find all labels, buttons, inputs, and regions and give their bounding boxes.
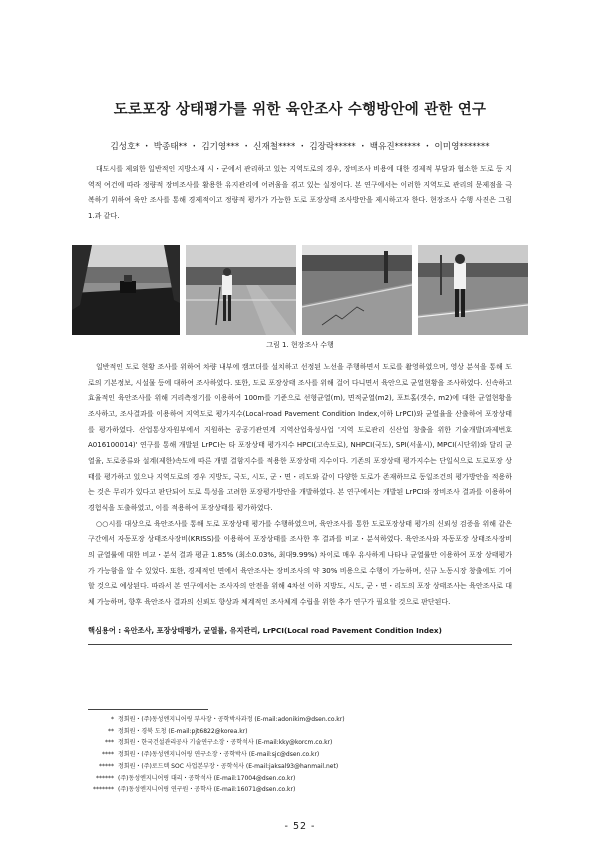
photo-pavement-cracks <box>302 245 412 335</box>
body-paragraph: ○○시를 대상으로 육안조사를 통해 도로 포장상태 평가를 수행하였으며, 육안조사를 통한 도로포장상태 평가의 신뢰성 검증을 위해 같은 구간에서 자동포장 상태조사장비(KRISS)를 이용하여 포장상태를 조사한 후 결과를 비교・분석하였다. 육안조사와 자동포장 상태조사장비의 균열률에 대한 비교・분석 결과 평균 1.85% (최소0.03%, 최대9.99%) 차이로 매우 유사하게 나타나 균열률만 이용하여 포장 상태평가가 가능함을 알 수 있었다. 또한, 경제적인 면에서 육안조사는 장비조사의 약 30% 비용으로 수행이 가능하며, 신규 노동시장 창출에도 기여할 것으로 예상된다. 따라서 본 연구에서는 조사자의 안전을 위해 4차선 이하 지방도, 시도, 군・면・리도의 포장 상태조사는 육안조사로 대체 가능하며, 향후 육안조사 결과의 신뢰도 향상과 체계적인 조사체계 수립을 위한 추가 연구가 필요할 것으로 판단된다. <box>88 519 512 606</box>
footnote-text: 정회원・(주)동성엔지니어링 부사장・공학박사과정 (E-mail:adonikim@dsen.co.kr) <box>118 716 345 723</box>
footnote-mark: ***** <box>99 762 114 770</box>
footnote-text: (주)동성엔지니어링 대리・공학석사 (E-mail:17004@dsen.co.kr) <box>118 774 296 782</box>
footnote-item <box>70 726 510 738</box>
photo-roadside-surveyor <box>418 245 528 335</box>
footnote-divider <box>88 709 208 710</box>
footnote-mark: *** <box>105 739 114 747</box>
keywords-divider <box>88 644 512 645</box>
body-paragraph: 일반적인 도로 현황 조사를 위하여 차량 내부에 캠코더를 설치하고 선정된 노선을 주행하면서 도로를 촬영하였으며, 영상 분석을 통해 도로의 기본정보, 시설물 등에 대하여 조사하였다. 또한, 도로 포장상태 조사를 위해 걸어 다니면서 육안으로 균열현황을 조사하였다. 신속하고 효율적인 육안조사를 위해 거리측정기를 이용하여 100m를 기준으로 선형균열(m), 면적균열(m2), 포트홀(갯수, m2)에 대한 균열현황을 조사하고, 조사결과를 이용하여 지역도로 평가지수(Local-road Pavement Condition Index,이하 LrPCI)와 균열율을 산출하여 포장상태를 평가하였다. 산업통상자원부에서 지원하는 공공기관연계 지역산업육성사업 '지역 도로관리 신산업 창출을 위한 기술개발(과제번호A016100014)' 연구를 통해 개발된 LrPCI는 타 포장상태 평가지수 HPCI(고속도로), NHPCI(국도), SPI(서울시), MPCI(시단위)와 달리 균열율, 도로종류와 설계(제한)속도에 따른 개별 결함지수를 적용한 포장상태 지수이다. 기존의 포장상태 평가지수는 단일식으로 도로포장 상태를 평가하고 있으나 지역도로의 경우 지방도, 국도, 시도, 군・면・리도와 같이 다양한 도로가 존재하므로 동일조건의 평가방안을 적용하는 것은 무리가 있다고 판단되어 도로 특성을 고려한 포장평가방안을 개발하였다. 본 연구에서는 개발된 LrPCI와 장비조사 결과를 이용하여 경험식을 도출하였고, 이를 적용하여 포장상태를 평가하였다. <box>88 363 512 512</box>
footnote-item <box>70 737 510 749</box>
page-number: - 52 - <box>284 821 316 832</box>
footnote-item <box>70 761 510 773</box>
footnote-item <box>70 749 510 761</box>
footnote-mark: ******* <box>93 786 114 794</box>
figure-caption: 그림 1. 현장조사 수행 <box>266 341 334 349</box>
footnote-text: 정회원・한국건설관리공사 기술연구소장・공학석사 (E-mail:kky@korcm.co.kr) <box>118 739 333 747</box>
footnote-item <box>70 784 510 796</box>
author-list: 김성호* ・ 박종태** ・ 김기영*** ・ 신재철**** ・ 김장락***** ・ 백유진****** ・ 이미영******* <box>110 142 490 152</box>
photo-vehicle-interior <box>72 245 180 335</box>
footnotes <box>70 714 510 796</box>
footnote-text: (주)동성엔지니어링 연구원・공학사 (E-mail:16071@dsen.co.kr) <box>118 786 296 794</box>
footnote-item <box>70 773 510 785</box>
footnote-mark: ****** <box>96 774 114 782</box>
paper-title: 도로포장 상태평가를 위한 육안조사 수행방안에 관한 연구 <box>113 102 487 118</box>
footnote-mark: **** <box>102 751 114 759</box>
footnote-text: 정회원・(주)로드텍 SOC 사업본부장・공학석사 (E-mail:jaksal93@hanmail.net) <box>118 762 339 770</box>
body-text <box>88 360 512 611</box>
footnote-text: 정회원・(주)동성엔지니어링 연구소장・공학박사 (E-mail:sjc@dsen.co.kr) <box>118 751 320 759</box>
footnote-mark: * <box>111 716 114 723</box>
photo-surveyor-road <box>186 245 296 335</box>
footnote-text: 정회원・경북 도청 (E-mail:pjt6822@korea.kr) <box>118 727 248 735</box>
footnote-mark: ** <box>108 727 114 735</box>
keywords: 핵심용어 : 육안조사, 포장상태평가, 균열률, 유지관리, LrPCI(Local road Pavement Condition Index) <box>88 626 442 635</box>
field-survey-photos <box>72 245 528 335</box>
footnote-item <box>70 714 510 726</box>
abstract-paragraph: 대도시를 제외한 일반적인 지방소재 시・군에서 관리하고 있는 지역도로의 경우, 장비조사 비용에 대한 경제적 부담과 협소한 도로 등 지역적 여건에 따라 정량적 장비조사를 활용한 유지관리에 어려움을 겪고 있는 실정이다. 본 연구에서는 이러한 지역도로 관리의 문제점을 극복하기 위하여 육안 조사를 통해 경제적이고 정량적 평가가 가능한 도로 포장상태 조사방안을 제시하고자 한다. 현장조사 수행 사진은 그림 1.과 같다. <box>88 165 512 221</box>
